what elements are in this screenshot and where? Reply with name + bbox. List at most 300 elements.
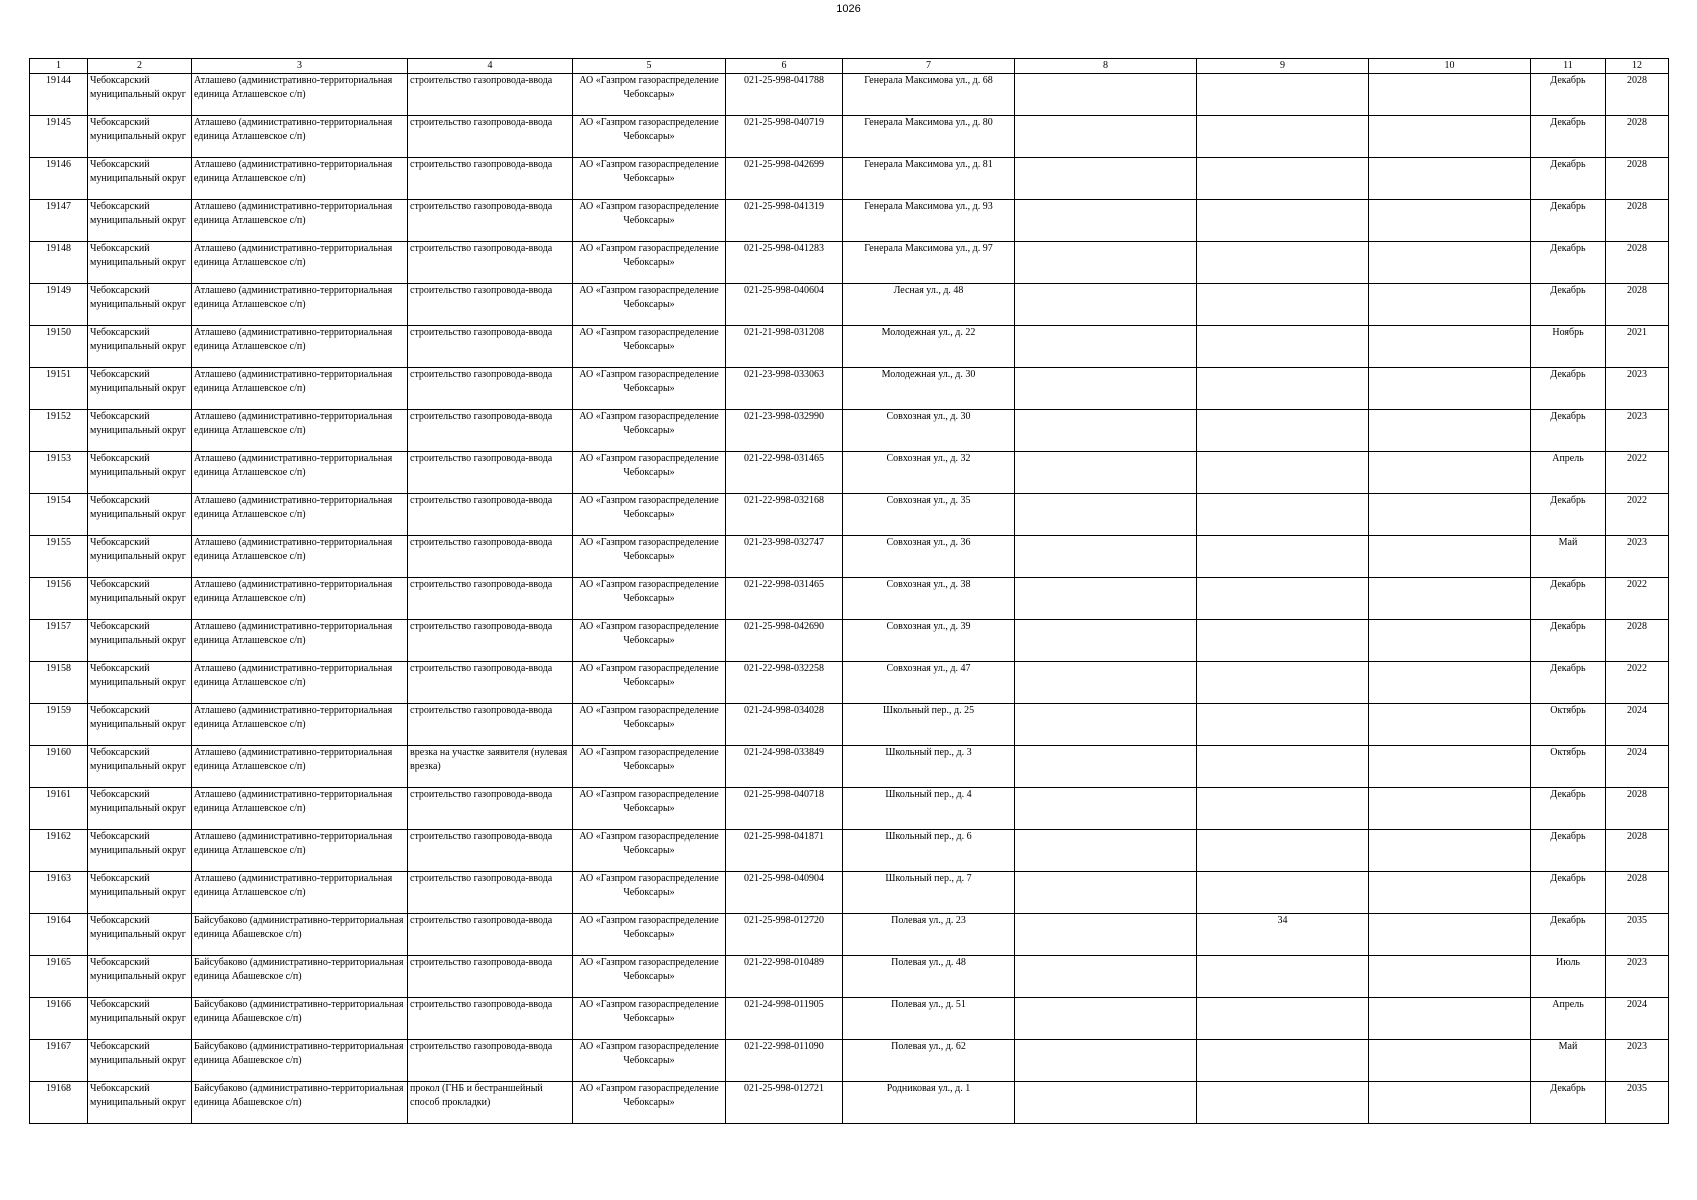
month-cell [1531, 662, 1606, 704]
district-cell-text: Чебоксарский муниципальный округ [90, 957, 186, 982]
column-10-cell [1369, 746, 1531, 788]
column-10-cell [1369, 158, 1531, 200]
row-number [30, 578, 88, 620]
month-cell-text: Декабрь [1550, 495, 1586, 506]
row-number-text: 19158 [46, 663, 71, 674]
year-cell [1606, 410, 1669, 452]
work-type-cell-text: строительство газопровода-ввода [410, 453, 553, 464]
row-number-text: 19160 [46, 747, 71, 758]
column-9-cell [1197, 998, 1369, 1040]
organization-cell [573, 410, 726, 452]
column-8-cell [1015, 452, 1197, 494]
column-9-cell-text [1199, 662, 1366, 703]
column-8-cell [1015, 830, 1197, 872]
column-10-cell-text [1371, 1082, 1528, 1123]
locality-cell-text: Атлашево (административно-территориальная единица Атлашевское с/п) [194, 789, 393, 814]
locality-cell [192, 452, 408, 494]
column-9-cell [1197, 494, 1369, 536]
address-cell [843, 1040, 1015, 1082]
year-cell [1606, 74, 1669, 116]
address-cell [843, 284, 1015, 326]
column-8-cell-text [1017, 494, 1194, 535]
organization-cell [573, 116, 726, 158]
district-cell-text: Чебоксарский муниципальный округ [90, 663, 186, 688]
column-10-cell [1369, 368, 1531, 410]
locality-cell [192, 620, 408, 662]
work-type-cell [408, 284, 573, 326]
column-8-cell-text [1017, 746, 1194, 787]
column-10-cell [1369, 788, 1531, 830]
organization-cell-text: АО «Газпром газораспределение Чебоксары» [579, 915, 719, 940]
column-10-cell [1369, 704, 1531, 746]
row-number-text: 19159 [46, 705, 71, 716]
column-9-cell-text [1199, 284, 1366, 325]
district-cell [88, 788, 192, 830]
column-9-cell-text [1199, 998, 1366, 1039]
address-cell-text: Полевая ул., д. 23 [891, 915, 966, 926]
column-10-cell [1369, 116, 1531, 158]
district-cell [88, 284, 192, 326]
organization-cell [573, 872, 726, 914]
month-cell [1531, 368, 1606, 410]
district-cell [88, 368, 192, 410]
organization-cell [573, 368, 726, 410]
column-9-cell [1197, 1082, 1369, 1124]
address-cell [843, 620, 1015, 662]
work-type-cell-text: прокол (ГНБ и бестраншейный способ прокладки) [410, 1083, 543, 1108]
request-code-cell-text: 021-25-998-040604 [744, 285, 824, 296]
locality-cell [192, 368, 408, 410]
year-cell [1606, 452, 1669, 494]
column-8-cell-text [1017, 1040, 1194, 1081]
column-8-cell-text [1017, 788, 1194, 829]
work-type-cell-text: строительство газопровода-ввода [410, 285, 553, 296]
organization-cell-text: АО «Газпром газораспределение Чебоксары» [579, 747, 719, 772]
year-cell-text: 2035 [1627, 1083, 1647, 1094]
column-9-cell-text [1199, 494, 1366, 535]
locality-cell-text: Атлашево (административно-территориальная единица Атлашевское с/п) [194, 537, 393, 562]
month-cell-text: Декабрь [1550, 285, 1586, 296]
year-cell [1606, 1082, 1669, 1124]
request-code-cell-text: 021-22-998-011090 [744, 1041, 824, 1052]
month-cell [1531, 452, 1606, 494]
year-cell-text: 2024 [1627, 705, 1647, 716]
column-9-cell-text [1199, 704, 1366, 745]
table-row [30, 284, 1669, 326]
address-cell-text: Молодежная ул., д. 30 [881, 369, 976, 380]
column-9-cell-text [1199, 452, 1366, 493]
column-9-cell-text [1199, 788, 1366, 829]
locality-cell-text: Байсубаково (административно-территориальная единица Абашевское с/п) [194, 915, 404, 940]
column-9-cell-text [1199, 158, 1366, 199]
request-code-cell-text: 021-22-998-032258 [744, 663, 824, 674]
district-cell-text: Чебоксарский муниципальный округ [90, 831, 186, 856]
address-cell-text: Генерала Максимова ул., д. 80 [864, 117, 993, 128]
row-number-text: 19146 [46, 159, 71, 170]
year-cell-text: 2024 [1627, 999, 1647, 1010]
row-number [30, 200, 88, 242]
address-cell-text: Молодежная ул., д. 22 [881, 327, 976, 338]
request-code-cell [726, 662, 843, 704]
request-code-cell [726, 1040, 843, 1082]
locality-cell [192, 578, 408, 620]
year-cell [1606, 578, 1669, 620]
work-type-cell-text: строительство газопровода-ввода [410, 159, 553, 170]
column-9-cell-text [1199, 242, 1366, 283]
column-10-cell-text [1371, 662, 1528, 703]
year-cell [1606, 326, 1669, 368]
column-header: 7 [843, 59, 1015, 74]
year-cell-text: 2023 [1627, 1041, 1647, 1052]
column-10-cell-text [1371, 578, 1528, 619]
column-8-cell-text [1017, 410, 1194, 451]
column-header: 9 [1197, 59, 1369, 74]
row-number [30, 998, 88, 1040]
work-type-cell-text: строительство газопровода-ввода [410, 831, 553, 842]
column-10-cell [1369, 578, 1531, 620]
month-cell [1531, 998, 1606, 1040]
address-cell [843, 536, 1015, 578]
district-cell-text: Чебоксарский муниципальный округ [90, 915, 186, 940]
table-row [30, 368, 1669, 410]
column-10-cell-text [1371, 1040, 1528, 1081]
organization-cell-text: АО «Газпром газораспределение Чебоксары» [579, 789, 719, 814]
column-header: 11 [1531, 59, 1606, 74]
request-code-cell [726, 116, 843, 158]
organization-cell [573, 200, 726, 242]
column-9-cell [1197, 1040, 1369, 1082]
year-cell-text: 2028 [1627, 831, 1647, 842]
district-cell-text: Чебоксарский муниципальный округ [90, 537, 186, 562]
request-code-cell-text: 021-25-998-040904 [744, 873, 824, 884]
request-code-cell [726, 704, 843, 746]
month-cell-text: Ноябрь [1552, 327, 1584, 338]
locality-cell [192, 536, 408, 578]
locality-cell-text: Атлашево (административно-территориальная единица Атлашевское с/п) [194, 159, 393, 184]
column-8-cell-text [1017, 578, 1194, 619]
table-row [30, 158, 1669, 200]
row-number-text: 19154 [46, 495, 71, 506]
locality-cell [192, 200, 408, 242]
year-cell [1606, 284, 1669, 326]
year-cell-text: 2022 [1627, 453, 1647, 464]
column-9-cell-text [1199, 536, 1366, 577]
locality-cell [192, 746, 408, 788]
column-8-cell [1015, 200, 1197, 242]
table-row [30, 494, 1669, 536]
locality-cell-text: Атлашево (административно-территориальная единица Атлашевское с/п) [194, 621, 393, 646]
district-cell-text: Чебоксарский муниципальный округ [90, 999, 186, 1024]
address-cell-text: Совхозная ул., д. 30 [886, 411, 971, 422]
year-cell-text: 2028 [1627, 285, 1647, 296]
district-cell [88, 200, 192, 242]
row-number [30, 830, 88, 872]
table-row [30, 1040, 1669, 1082]
locality-cell [192, 956, 408, 998]
month-cell-text: Декабрь [1550, 873, 1586, 884]
table-row [30, 242, 1669, 284]
column-header: 8 [1015, 59, 1197, 74]
work-type-cell [408, 200, 573, 242]
locality-cell [192, 788, 408, 830]
district-cell [88, 578, 192, 620]
table-row [30, 620, 1669, 662]
work-type-cell-text: строительство газопровода-ввода [410, 789, 553, 800]
request-code-cell [726, 1082, 843, 1124]
district-cell [88, 494, 192, 536]
request-code-cell [726, 200, 843, 242]
address-cell [843, 830, 1015, 872]
column-8-cell [1015, 74, 1197, 116]
organization-cell-text: АО «Газпром газораспределение Чебоксары» [579, 75, 719, 100]
column-9-cell [1197, 284, 1369, 326]
district-cell-text: Чебоксарский муниципальный округ [90, 495, 186, 520]
month-cell [1531, 872, 1606, 914]
column-10-cell [1369, 662, 1531, 704]
address-cell-text: Совхозная ул., д. 35 [886, 495, 971, 506]
month-cell [1531, 494, 1606, 536]
row-number [30, 410, 88, 452]
year-cell-text: 2028 [1627, 873, 1647, 884]
column-10-cell-text [1371, 452, 1528, 493]
work-type-cell-text: строительство газопровода-ввода [410, 705, 553, 716]
column-10-cell-text [1371, 200, 1528, 241]
month-cell-text: Декабрь [1550, 117, 1586, 128]
row-number-text: 19156 [46, 579, 71, 590]
year-cell-text: 2023 [1627, 369, 1647, 380]
column-10-cell [1369, 830, 1531, 872]
district-cell-text: Чебоксарский муниципальный округ [90, 1083, 186, 1108]
work-type-cell-text: строительство газопровода-ввода [410, 1041, 553, 1052]
locality-cell-text: Атлашево (административно-территориальная единица Атлашевское с/п) [194, 873, 393, 898]
year-cell [1606, 494, 1669, 536]
row-number [30, 74, 88, 116]
month-cell [1531, 158, 1606, 200]
column-9-cell [1197, 536, 1369, 578]
request-code-cell [726, 998, 843, 1040]
month-cell-text: Декабрь [1550, 369, 1586, 380]
address-cell-text: Школьный пер., д. 25 [882, 705, 975, 716]
request-code-cell-text: 021-25-998-041871 [744, 831, 824, 842]
column-9-cell-text: 34 [1277, 915, 1288, 926]
work-type-cell-text: строительство газопровода-ввода [410, 537, 553, 548]
address-cell [843, 326, 1015, 368]
column-10-cell-text [1371, 116, 1528, 157]
column-9-cell-text [1199, 74, 1366, 115]
year-cell [1606, 998, 1669, 1040]
work-type-cell [408, 956, 573, 998]
organization-cell-text: АО «Газпром газораспределение Чебоксары» [579, 663, 719, 688]
month-cell [1531, 74, 1606, 116]
request-code-cell-text: 021-23-998-033063 [744, 369, 824, 380]
address-cell [843, 494, 1015, 536]
column-8-cell [1015, 578, 1197, 620]
address-cell-text: Генерала Максимова ул., д. 81 [864, 159, 993, 170]
column-8-cell-text [1017, 452, 1194, 493]
work-type-cell-text: строительство газопровода-ввода [410, 663, 553, 674]
organization-cell [573, 704, 726, 746]
column-10-cell-text [1371, 746, 1528, 787]
row-number-text: 19152 [46, 411, 71, 422]
request-code-cell-text: 021-21-998-031208 [744, 327, 824, 338]
column-9-cell-text [1199, 746, 1366, 787]
locality-cell-text: Атлашево (административно-территориальная единица Атлашевское с/п) [194, 663, 393, 688]
request-code-cell-text: 021-22-998-010489 [744, 957, 824, 968]
column-10-cell-text [1371, 830, 1528, 871]
work-type-cell [408, 578, 573, 620]
address-cell-text: Полевая ул., д. 51 [891, 999, 966, 1010]
request-code-cell [726, 158, 843, 200]
column-10-cell [1369, 242, 1531, 284]
locality-cell-text: Атлашево (административно-территориальная единица Атлашевское с/п) [194, 243, 393, 268]
row-number [30, 116, 88, 158]
column-8-cell [1015, 956, 1197, 998]
column-8-cell [1015, 620, 1197, 662]
work-type-cell [408, 494, 573, 536]
district-cell [88, 410, 192, 452]
work-type-cell [408, 788, 573, 830]
row-number-text: 19167 [46, 1041, 71, 1052]
row-number [30, 1082, 88, 1124]
organization-cell [573, 788, 726, 830]
work-type-cell-text: строительство газопровода-ввода [410, 873, 553, 884]
locality-cell [192, 662, 408, 704]
locality-cell [192, 284, 408, 326]
month-cell [1531, 704, 1606, 746]
column-9-cell-text [1199, 116, 1366, 157]
month-cell-text: Декабрь [1550, 789, 1586, 800]
row-number [30, 746, 88, 788]
organization-cell-text: АО «Газпром газораспределение Чебоксары» [579, 999, 719, 1024]
column-10-cell [1369, 410, 1531, 452]
column-8-cell [1015, 662, 1197, 704]
request-code-cell [726, 746, 843, 788]
request-code-cell [726, 578, 843, 620]
table-row [30, 74, 1669, 116]
column-8-cell-text [1017, 116, 1194, 157]
column-9-cell [1197, 578, 1369, 620]
organization-cell-text: АО «Газпром газораспределение Чебоксары» [579, 1041, 719, 1066]
row-number [30, 158, 88, 200]
column-10-cell-text [1371, 620, 1528, 661]
address-cell-text: Генерала Максимова ул., д. 97 [864, 243, 993, 254]
column-10-cell [1369, 452, 1531, 494]
column-8-cell-text [1017, 998, 1194, 1039]
month-cell-text: Декабрь [1550, 243, 1586, 254]
table-row [30, 200, 1669, 242]
work-type-cell-text: врезка на участке заявителя (нулевая врезка) [410, 747, 568, 772]
table-row [30, 452, 1669, 494]
month-cell [1531, 830, 1606, 872]
district-cell [88, 872, 192, 914]
column-9-cell [1197, 872, 1369, 914]
organization-cell-text: АО «Газпром газораспределение Чебоксары» [579, 579, 719, 604]
district-cell-text: Чебоксарский муниципальный округ [90, 117, 186, 142]
column-9-cell-text [1199, 830, 1366, 871]
column-9-cell [1197, 746, 1369, 788]
column-10-cell-text [1371, 914, 1528, 955]
request-code-cell [726, 788, 843, 830]
column-9-cell [1197, 914, 1369, 956]
request-code-cell-text: 021-25-998-041319 [744, 201, 824, 212]
request-code-cell [726, 536, 843, 578]
request-code-cell-text: 021-24-998-033849 [744, 747, 824, 758]
column-9-cell-text [1199, 410, 1366, 451]
district-cell-text: Чебоксарский муниципальный округ [90, 327, 186, 352]
row-number-text: 19161 [46, 789, 71, 800]
address-cell-text: Лесная ул., д. 48 [893, 285, 964, 296]
district-cell-text: Чебоксарский муниципальный округ [90, 369, 186, 394]
locality-cell [192, 326, 408, 368]
column-9-cell [1197, 662, 1369, 704]
column-8-cell-text [1017, 242, 1194, 283]
district-cell [88, 956, 192, 998]
table-row [30, 410, 1669, 452]
locality-cell-text: Атлашево (административно-территориальная единица Атлашевское с/п) [194, 285, 393, 310]
month-cell [1531, 200, 1606, 242]
address-cell-text: Генерала Максимова ул., д. 68 [864, 75, 993, 86]
work-type-cell-text: строительство газопровода-ввода [410, 495, 553, 506]
year-cell [1606, 536, 1669, 578]
work-type-cell [408, 746, 573, 788]
column-8-cell-text [1017, 872, 1194, 913]
column-8-cell [1015, 704, 1197, 746]
work-type-cell-text: строительство газопровода-ввода [410, 117, 553, 128]
organization-cell [573, 494, 726, 536]
row-number-text: 19163 [46, 873, 71, 884]
year-cell [1606, 620, 1669, 662]
year-cell-text: 2028 [1627, 75, 1647, 86]
request-code-cell [726, 452, 843, 494]
address-cell [843, 368, 1015, 410]
request-code-cell [726, 242, 843, 284]
request-code-cell-text: 021-24-998-034028 [744, 705, 824, 716]
row-number [30, 662, 88, 704]
column-8-cell-text [1017, 704, 1194, 745]
request-code-cell-text: 021-24-998-011905 [744, 999, 824, 1010]
table-row [30, 956, 1669, 998]
work-type-cell-text: строительство газопровода-ввода [410, 369, 553, 380]
locality-cell [192, 872, 408, 914]
address-cell [843, 746, 1015, 788]
table-row [30, 116, 1669, 158]
locality-cell-text: Атлашево (административно-территориальная единица Атлашевское с/п) [194, 495, 393, 520]
month-cell-text: Декабрь [1550, 621, 1586, 632]
address-cell [843, 872, 1015, 914]
locality-cell [192, 494, 408, 536]
district-cell [88, 830, 192, 872]
locality-cell [192, 158, 408, 200]
column-10-cell-text [1371, 242, 1528, 283]
request-code-cell [726, 914, 843, 956]
page-number: 1026 [836, 3, 861, 15]
organization-cell [573, 1082, 726, 1124]
request-code-cell-text: 021-22-998-031465 [744, 579, 824, 590]
address-cell [843, 662, 1015, 704]
address-cell-text: Совхозная ул., д. 32 [886, 453, 971, 464]
month-cell [1531, 116, 1606, 158]
row-number-text: 19151 [46, 369, 71, 380]
locality-cell [192, 704, 408, 746]
row-number [30, 788, 88, 830]
work-type-cell [408, 326, 573, 368]
address-cell-text: Совхозная ул., д. 38 [886, 579, 971, 590]
address-cell-text: Школьный пер., д. 6 [885, 831, 972, 842]
column-9-cell [1197, 200, 1369, 242]
address-cell [843, 242, 1015, 284]
row-number [30, 704, 88, 746]
column-8-cell-text [1017, 956, 1194, 997]
